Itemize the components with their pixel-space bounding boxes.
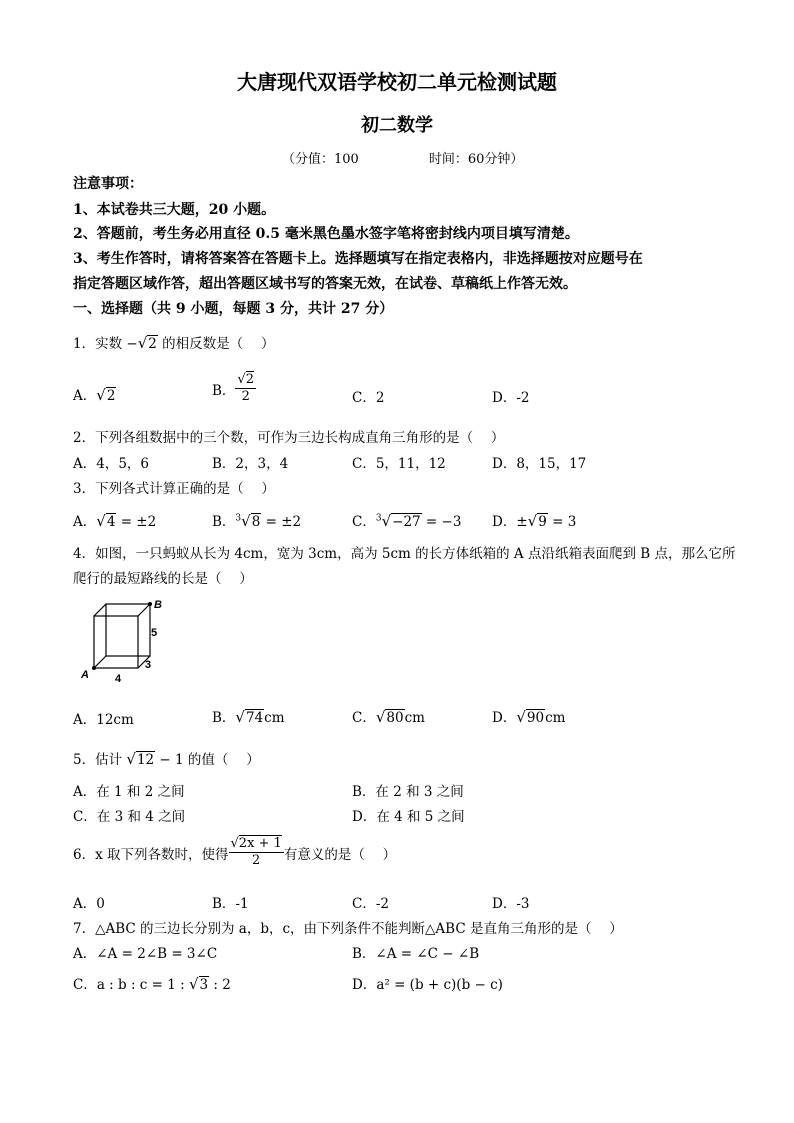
option-label: B． xyxy=(212,514,236,530)
score-info: （分值：100 xyxy=(282,152,359,167)
q1-stem-post: 的相反数是（ ） xyxy=(157,336,275,352)
q1-option-b xyxy=(212,372,256,406)
root-index: 3 xyxy=(235,513,242,524)
note-3-line2: 指定答题区域作答，超出答题区域书写的答案无效，在试卷、草稿纸上作答无效。 xyxy=(73,276,577,292)
denominator: 2 xyxy=(252,853,261,869)
q6-option-c: C．-2 xyxy=(352,896,389,912)
q4-option-b xyxy=(212,706,285,726)
note-2: 2、答题前，考生务必用直径 0.5 毫米黑色墨水签字笔将密封线内项目填写清楚。 xyxy=(73,226,579,242)
radicand: 90 xyxy=(526,710,545,726)
q5-stem-pre: 5．估计 xyxy=(73,752,127,768)
unit: cm xyxy=(545,710,566,726)
q1-option-c: C．2 xyxy=(352,390,385,406)
q3-option-b xyxy=(212,510,301,530)
q7-option-d: D．a² = (b + c)(b − c) xyxy=(352,977,503,993)
option-label: A． xyxy=(73,388,97,404)
q7-c-pre: C．a : b : c = 1 : xyxy=(73,977,189,993)
q3-option-c xyxy=(352,510,461,530)
q6-option-d: D．-3 xyxy=(492,896,530,912)
time-info: 时间：60分钟） xyxy=(428,152,524,167)
q2-option-b: B．2，3，4 xyxy=(212,456,289,472)
q1-option-a xyxy=(73,384,116,404)
q4-option-d xyxy=(492,706,565,726)
radicand: 9 xyxy=(538,514,547,530)
sqrt-expr: √80 xyxy=(375,708,404,726)
unit: cm xyxy=(404,710,425,726)
q4-stem-line2: 爬行的最短路线的长是（ ） xyxy=(73,571,253,587)
sqrt-expr: √74 xyxy=(235,708,264,726)
label-height: 5 xyxy=(151,627,158,639)
q4-option-c xyxy=(352,706,425,726)
q7-stem: 7．△ABC 的三边长分别为 a，b，c，由下列条件不能判断△ABC 是直角三角形的是（ ） xyxy=(73,921,623,937)
label-b: B xyxy=(154,599,162,611)
notes-heading: 注意事项： xyxy=(73,176,143,192)
label-a: A xyxy=(81,669,89,681)
numerator-radicand: 2x + 1 xyxy=(238,836,282,851)
radicand: 4 xyxy=(106,514,116,530)
radicand: 8 xyxy=(251,514,261,530)
option-label: B． xyxy=(212,710,236,726)
exam-meta xyxy=(282,148,523,167)
q4-option-a: A．12cm xyxy=(73,712,134,728)
q3-option-d xyxy=(492,510,576,530)
fraction: $\frac{√2x + 1}{2}$ xyxy=(230,836,282,869)
radicand: 2 xyxy=(106,388,116,404)
point-a xyxy=(92,666,96,670)
option-label: B． xyxy=(212,382,236,399)
q7-option-a: A．∠A = 2∠B = 3∠C xyxy=(73,946,218,962)
q5-option-a: A．在 1 和 2 之间 xyxy=(73,784,185,800)
expr-tail: = ±2 xyxy=(116,514,157,530)
q7-option-b: B．∠A = ∠C − ∠B xyxy=(352,946,480,962)
option-label: D．± xyxy=(492,514,528,530)
q2-option-a: A．4，5，6 xyxy=(73,456,150,472)
radicand: 74 xyxy=(245,710,264,726)
q5-option-d: D．在 4 和 5 之间 xyxy=(352,809,465,825)
q5-stem-post: − 1 的值（ ） xyxy=(155,752,260,768)
label-length: 4 xyxy=(115,673,122,685)
exam-title: 大唐现代双语学校初二单元检测试题 xyxy=(237,70,557,94)
section-1-heading: 一、选择题（共 9 小题，每题 3 分，共计 27 分） xyxy=(73,301,394,317)
q2-stem: 2．下列各组数据中的三个数，可作为三边长构成直角三角形的是（ ） xyxy=(73,430,505,446)
q6-stem xyxy=(73,836,396,870)
unit: cm xyxy=(264,710,285,726)
option-label: D． xyxy=(492,710,517,726)
point-b xyxy=(148,602,152,606)
exam-subtitle: 初二数学 xyxy=(361,115,433,136)
q2-option-c: C．5，11，12 xyxy=(352,456,446,472)
radicand: 12 xyxy=(136,752,155,768)
q6-stem-pre: 6．x 取下列各数时，使得 xyxy=(73,846,229,863)
q1-stem-pre: 1．实数 − xyxy=(73,336,138,352)
q6-stem-post: 有意义的是（ ） xyxy=(283,846,397,863)
q1-stem-radicand: 2 xyxy=(148,336,157,352)
sqrt-expr: √90 xyxy=(516,708,545,726)
radicand: 80 xyxy=(386,710,404,726)
cbrt-expr: √8 xyxy=(241,512,261,530)
root-index: 3 xyxy=(375,513,382,524)
q6-option-b: B．-1 xyxy=(212,896,249,912)
q7-option-c xyxy=(73,973,231,993)
q3-stem: 3．下列各式计算正确的是（ ） xyxy=(73,481,275,497)
sqrt-expr: √2 xyxy=(96,386,116,404)
radicand: −27 xyxy=(392,514,421,530)
q6-option-a: A．0 xyxy=(73,896,105,912)
fraction: $\frac{√2}{2}$ xyxy=(237,372,254,405)
expr-tail: = 3 xyxy=(547,514,577,530)
q1-stem xyxy=(73,332,274,352)
sqrt-expr: √12 xyxy=(126,750,155,768)
q2-option-d: D．8，15，17 xyxy=(492,456,587,472)
cbrt-expr: √−27 xyxy=(381,512,421,530)
radicand: 3 xyxy=(199,977,209,993)
option-label: C． xyxy=(352,514,376,530)
expr-tail: = ±2 xyxy=(261,514,302,530)
numerator-radicand: 2 xyxy=(245,372,254,387)
denominator: 2 xyxy=(241,389,250,405)
q7-c-post: : 2 xyxy=(209,977,231,993)
q5-option-b: B．在 2 和 3 之间 xyxy=(352,784,464,800)
q5-stem xyxy=(73,748,260,768)
sqrt-expr: √4 xyxy=(96,512,116,530)
q4-stem-line1: 4．如图，一只蚂蚁从长为 4cm，宽为 3cm，高为 5cm 的长方体纸箱的 A 点沿纸箱表面爬到 B 点，那么它所 xyxy=(73,546,736,562)
q3-option-a xyxy=(73,510,156,530)
q1-option-d: D．-2 xyxy=(492,390,530,406)
sqrt-expr: √9 xyxy=(527,512,547,530)
q5-option-c: C．在 3 和 4 之间 xyxy=(73,809,186,825)
label-width: 3 xyxy=(145,659,152,671)
cuboid-figure xyxy=(72,596,172,686)
sqrt-expr: √3 xyxy=(188,975,209,993)
sqrt-expr: √2 xyxy=(137,334,157,352)
note-3-line1: 3、考生作答时，请将答案答在答题卡上。选择题填写在指定表格内，非选择题按对应题号在 xyxy=(73,251,643,267)
expr-tail: = −3 xyxy=(421,514,462,530)
option-label: A． xyxy=(73,514,97,530)
note-1: 1、本试卷共三大题，20 小题。 xyxy=(73,202,276,218)
option-label: C． xyxy=(352,710,376,726)
